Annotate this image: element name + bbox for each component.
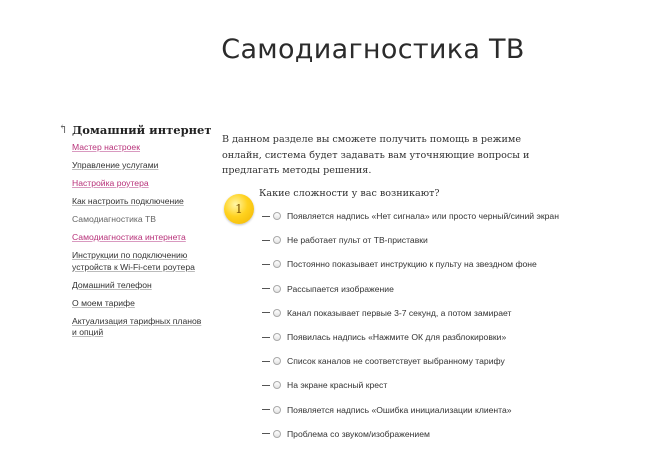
option-label: Проблема со звуком/изображением xyxy=(287,428,430,439)
option-label: Список каналов не соответствует выбранному тарифу xyxy=(287,356,505,367)
dash-icon xyxy=(262,216,270,217)
intro-text: В данном разделе вы сможете получить помощь в режиме онлайн, система будет задавать вам уточняющие вопросы и предлагать методы решения. xyxy=(222,134,530,176)
option-row[interactable] xyxy=(262,252,559,276)
dash-icon xyxy=(262,385,270,386)
radio-button[interactable] xyxy=(273,212,281,220)
sidebar-item-2[interactable]: Управление услугами xyxy=(72,160,159,170)
question-text: Какие сложности у вас возникают? xyxy=(259,188,440,199)
option-row[interactable] xyxy=(262,398,559,422)
sidebar-item-4[interactable]: Как настроить подключение xyxy=(72,196,184,206)
sidebar-item-10[interactable]: Актуализация тарифных планов и опций xyxy=(72,315,202,337)
option-label: На экране красный крест xyxy=(287,380,388,391)
back-arrow-icon[interactable]: ↰ xyxy=(58,122,69,136)
option-label: Не работает пульт от ТВ-приставки xyxy=(287,235,428,246)
option-row[interactable] xyxy=(262,228,559,252)
dash-icon xyxy=(262,288,270,289)
option-label: Появилась надпись «Нажмите ОК для разблокировки» xyxy=(287,332,507,343)
sidebar-item-3[interactable]: Настройка роутера xyxy=(72,178,149,188)
option-label: Появляется надпись «Нет сигнала» или просто черный/синий экран xyxy=(287,211,559,222)
dash-icon xyxy=(262,409,270,410)
sidebar-heading[interactable] xyxy=(58,122,212,138)
dash-icon xyxy=(262,264,270,265)
dash-icon xyxy=(262,361,270,362)
sidebar-item-1[interactable]: Мастер настроек xyxy=(72,142,140,152)
option-row[interactable] xyxy=(262,277,559,301)
sidebar-item-7[interactable]: Инструкции по подключению устройств к Wi-Fi-сети роутера xyxy=(72,250,195,272)
sidebar-list xyxy=(72,142,208,339)
option-row[interactable] xyxy=(262,325,559,349)
answer-options xyxy=(262,204,559,446)
sidebar-item-5: Самодиагностика ТВ xyxy=(72,214,156,224)
dash-icon xyxy=(262,433,270,434)
step-number-badge: 1 xyxy=(224,194,254,224)
radio-button[interactable] xyxy=(273,430,281,438)
option-label: Рассыпается изображение xyxy=(287,283,394,294)
option-row[interactable] xyxy=(262,301,559,325)
option-label: Постоянно показывает инструкцию к пульту на звездном фоне xyxy=(287,259,537,270)
dash-icon xyxy=(262,337,270,338)
radio-button[interactable] xyxy=(273,236,281,244)
option-row[interactable] xyxy=(262,373,559,397)
radio-button[interactable] xyxy=(273,357,281,365)
sidebar-item-8[interactable]: Домашний телефон xyxy=(72,279,152,290)
sidebar-nav xyxy=(58,122,212,345)
radio-button[interactable] xyxy=(273,381,281,389)
option-row[interactable] xyxy=(262,422,559,446)
radio-button[interactable] xyxy=(273,333,281,341)
dash-icon xyxy=(262,240,270,241)
page-title: Самодиагностика ТВ xyxy=(221,34,525,65)
sidebar-item-6[interactable]: Самодиагностика интернета xyxy=(72,232,186,242)
dash-icon xyxy=(262,312,270,313)
sidebar-heading-label: Домашний интернет xyxy=(72,123,212,137)
option-row[interactable] xyxy=(262,204,559,228)
radio-button[interactable] xyxy=(273,406,281,414)
option-row[interactable] xyxy=(262,349,559,373)
sidebar-item-9[interactable]: О моем тарифе xyxy=(72,297,135,308)
option-label: Появляется надпись «Ошибка инициализации клиента» xyxy=(287,404,512,415)
radio-button[interactable] xyxy=(273,309,281,317)
radio-button[interactable] xyxy=(273,285,281,293)
radio-button[interactable] xyxy=(273,260,281,268)
option-label: Канал показывает первые 3-7 секунд, а потом замирает xyxy=(287,307,512,318)
